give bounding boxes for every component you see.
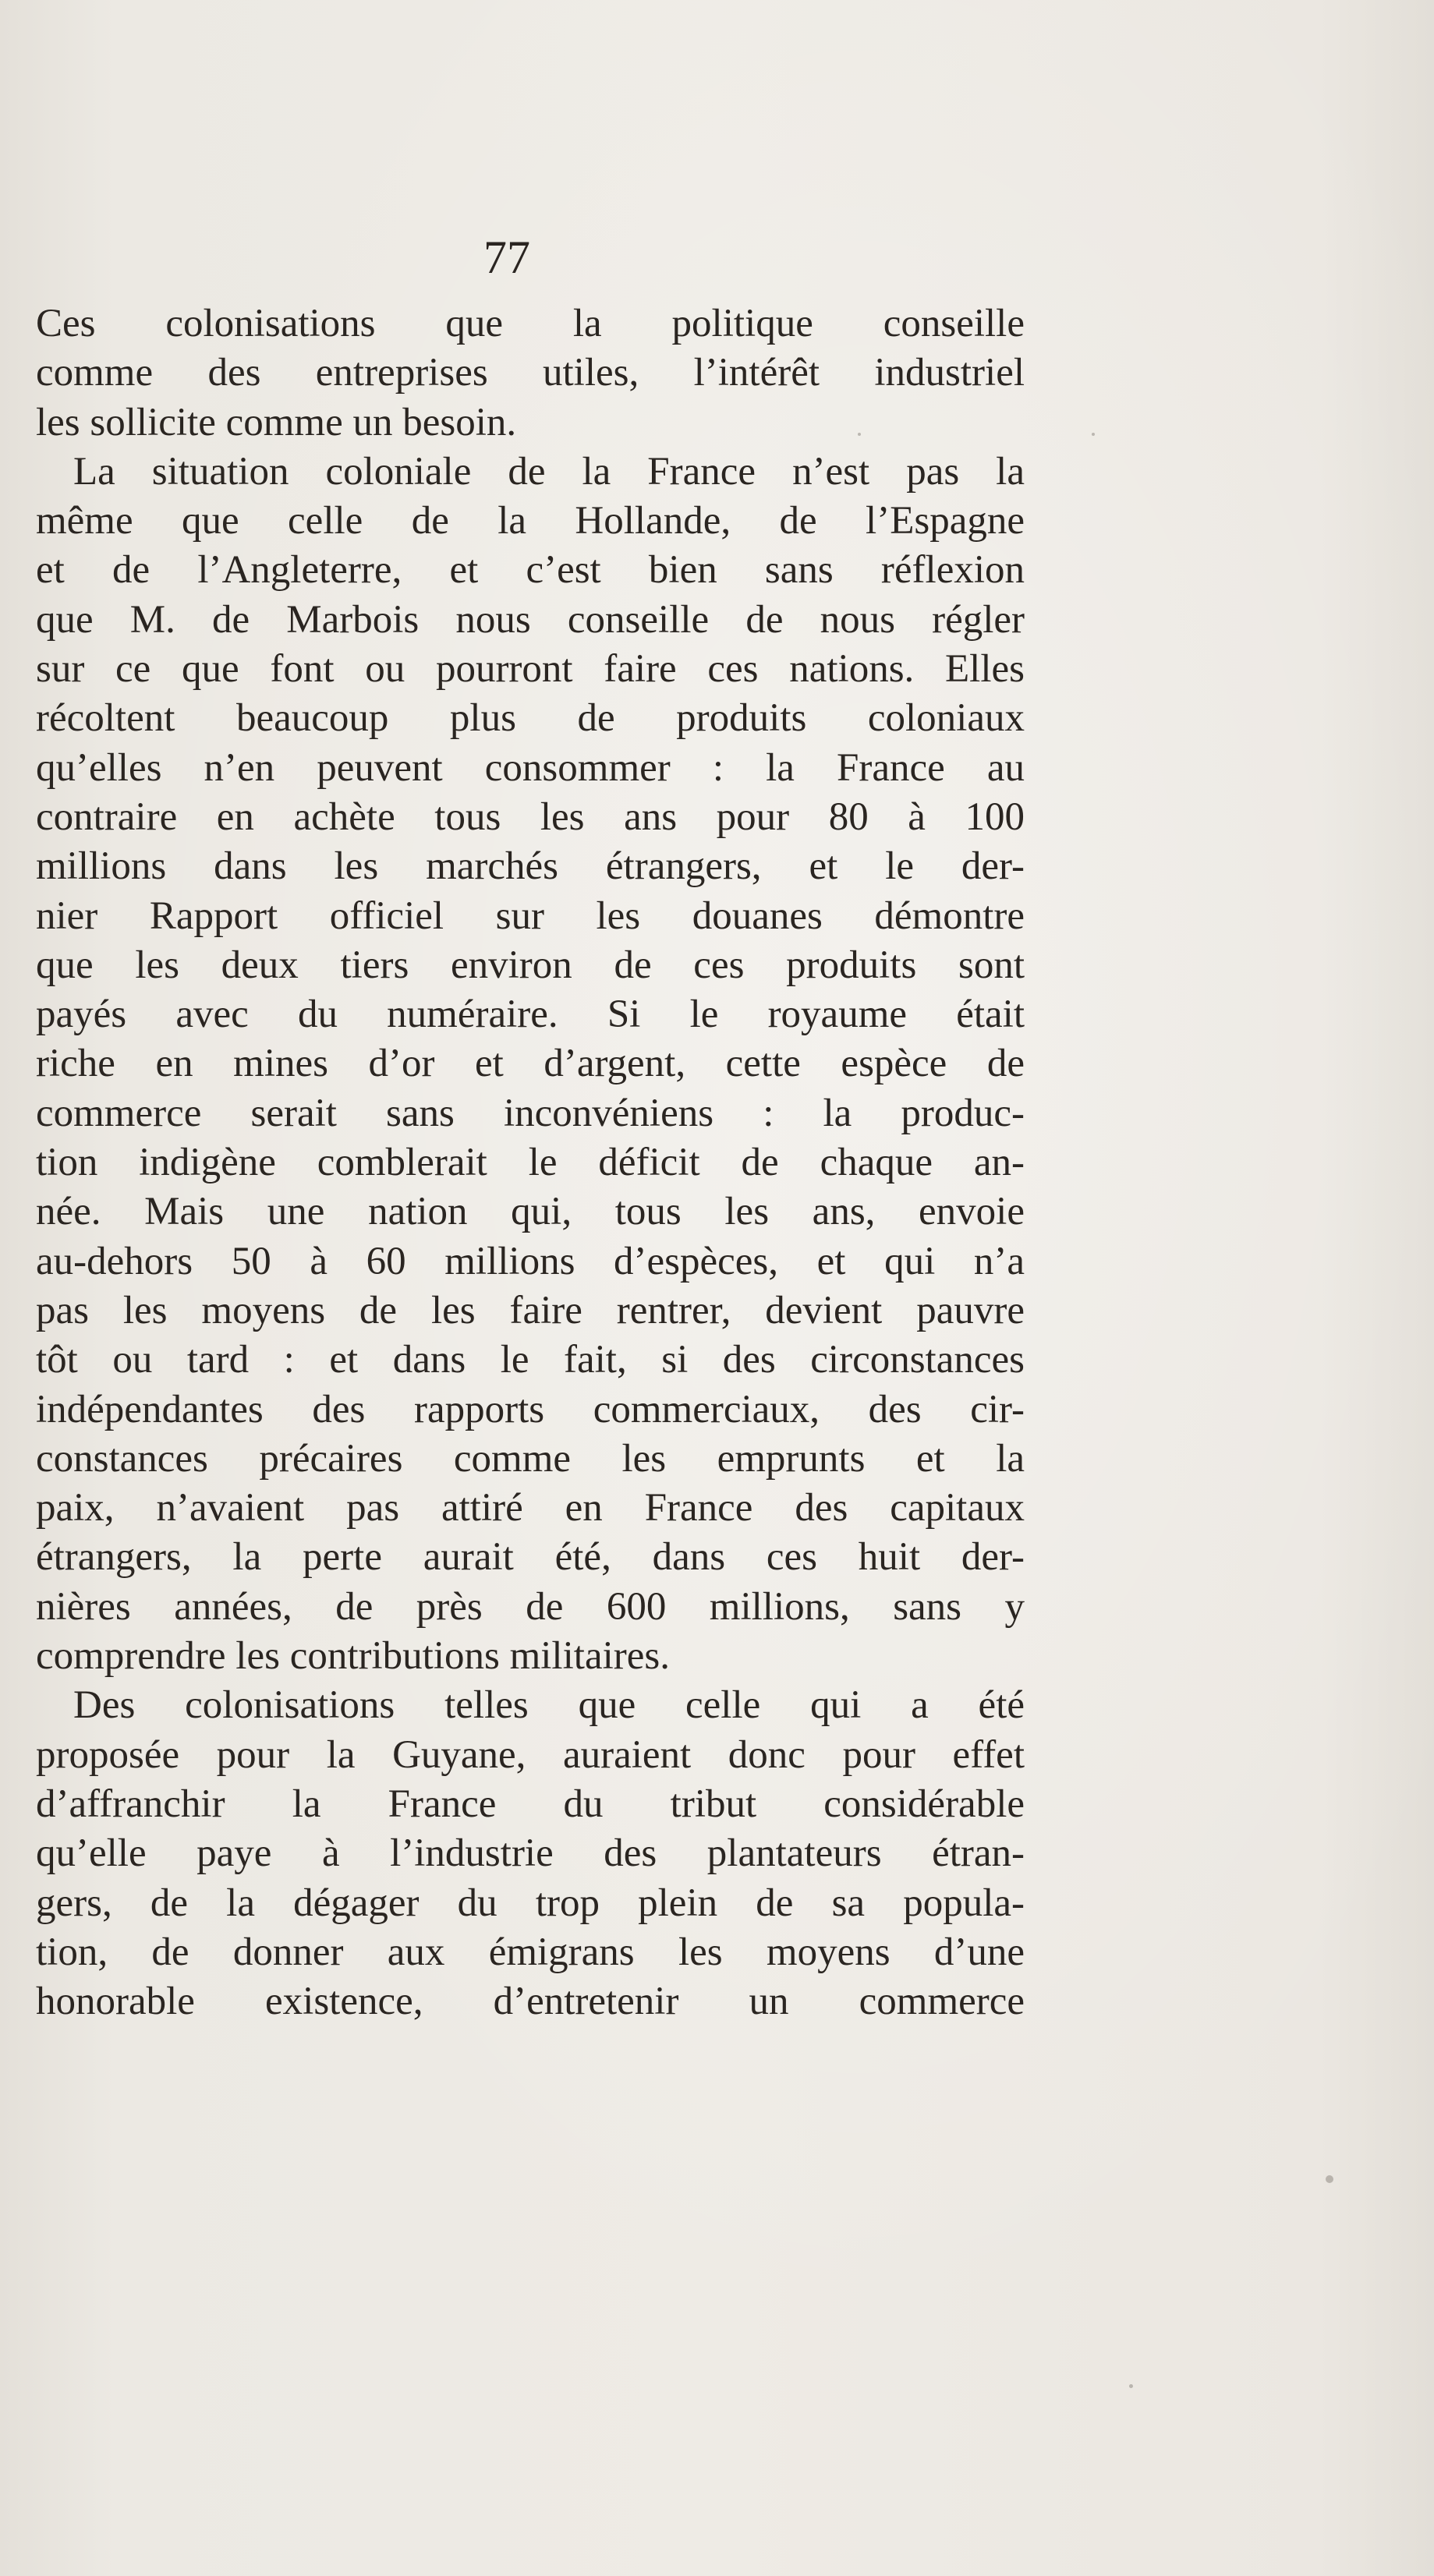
text-line: paix, n’avaient pas attiré en France des capitaux <box>36 1486 1025 1530</box>
text-line: qu’elle paye à l’industrie des plantateurs étran- <box>36 1831 1025 1876</box>
text-line: millions dans les marchés étrangers, et le der- <box>36 844 1025 889</box>
text-line: indépendantes des rapports commerciaux, des cir- <box>36 1387 1025 1431</box>
text-line: tion indigène comblerait le déficit de chaque an- <box>36 1141 1025 1185</box>
text-line: Ces colonisations que la politique conseille <box>36 302 1025 345</box>
text-line: riche en mines d’or et d’argent, cette espèce de <box>36 1042 1025 1086</box>
text-line: même que celle de la Hollande, de l’Espagne <box>36 499 1025 543</box>
text-line: étrangers, la perte aurait été, dans ces huit der- <box>36 1535 1025 1580</box>
text-line: La situation coloniale de la France n’est pas la <box>73 449 1025 494</box>
paper-speck <box>1092 433 1095 436</box>
text-line: Des colonisations telles que celle qui a été <box>73 1683 1025 1728</box>
text-line: les sollicite comme un besoin. <box>36 400 517 444</box>
text-line: constances précaires comme les emprunts et la <box>36 1436 1025 1481</box>
text-line: qu’elles n’en peuvent consommer : la France au <box>36 745 1025 790</box>
text-line: pas les moyens de les faire rentrer, devient pauvre <box>36 1288 1025 1332</box>
paper-speck <box>1326 2175 1333 2183</box>
text-line: gers, de la dégager du trop plein de sa popula- <box>36 1881 1025 1925</box>
text-line: nier Rapport officiel sur les douanes démontre <box>36 893 1025 938</box>
text-line: tôt ou tard : et dans le fait, si des circonstances <box>36 1338 1025 1382</box>
text-line: que M. de Marbois nous conseille de nous régler <box>36 597 1025 642</box>
text-line: comprendre les contributions militaires. <box>36 1634 670 1679</box>
text-line: sur ce que font ou pourront faire ces nations. Elles <box>36 647 1025 692</box>
text-line: contraire en achète tous les ans pour 80 à 100 <box>36 794 1025 839</box>
text-line: payés avec du numéraire. Si le royaume était <box>36 993 1025 1037</box>
body-text <box>36 299 1025 2026</box>
text-line: née. Mais une nation qui, tous les ans, envoie <box>36 1190 1025 1234</box>
paper-speck <box>1129 2384 1133 2388</box>
text-line: récoltent beaucoup plus de produits coloniaux <box>36 696 1025 741</box>
text-line: proposée pour la Guyane, auraient donc pour effet <box>36 1732 1025 1777</box>
text-line: comme des entreprises utiles, l’intérêt industriel <box>36 351 1025 395</box>
text-line: nières années, de près de 600 millions, sans y <box>36 1584 1025 1629</box>
text-line: d’affranchir la France du tribut considérable <box>36 1782 1025 1826</box>
text-line: et de l’Angleterre, et c’est bien sans réflexion <box>36 548 1025 593</box>
text-line: tion, de donner aux émigrans les moyens d’une <box>36 1930 1025 1974</box>
text-line: commerce serait sans inconvéniens : la produc- <box>36 1091 1025 1135</box>
text-line: que les deux tiers environ de ces produits sont <box>36 943 1025 987</box>
text-line: au-dehors 50 à 60 millions d’espèces, et qui n’a <box>36 1239 1025 1283</box>
text-line: honorable existence, d’entretenir un commerce <box>36 1980 1025 2024</box>
page-number: 77 <box>483 232 530 283</box>
